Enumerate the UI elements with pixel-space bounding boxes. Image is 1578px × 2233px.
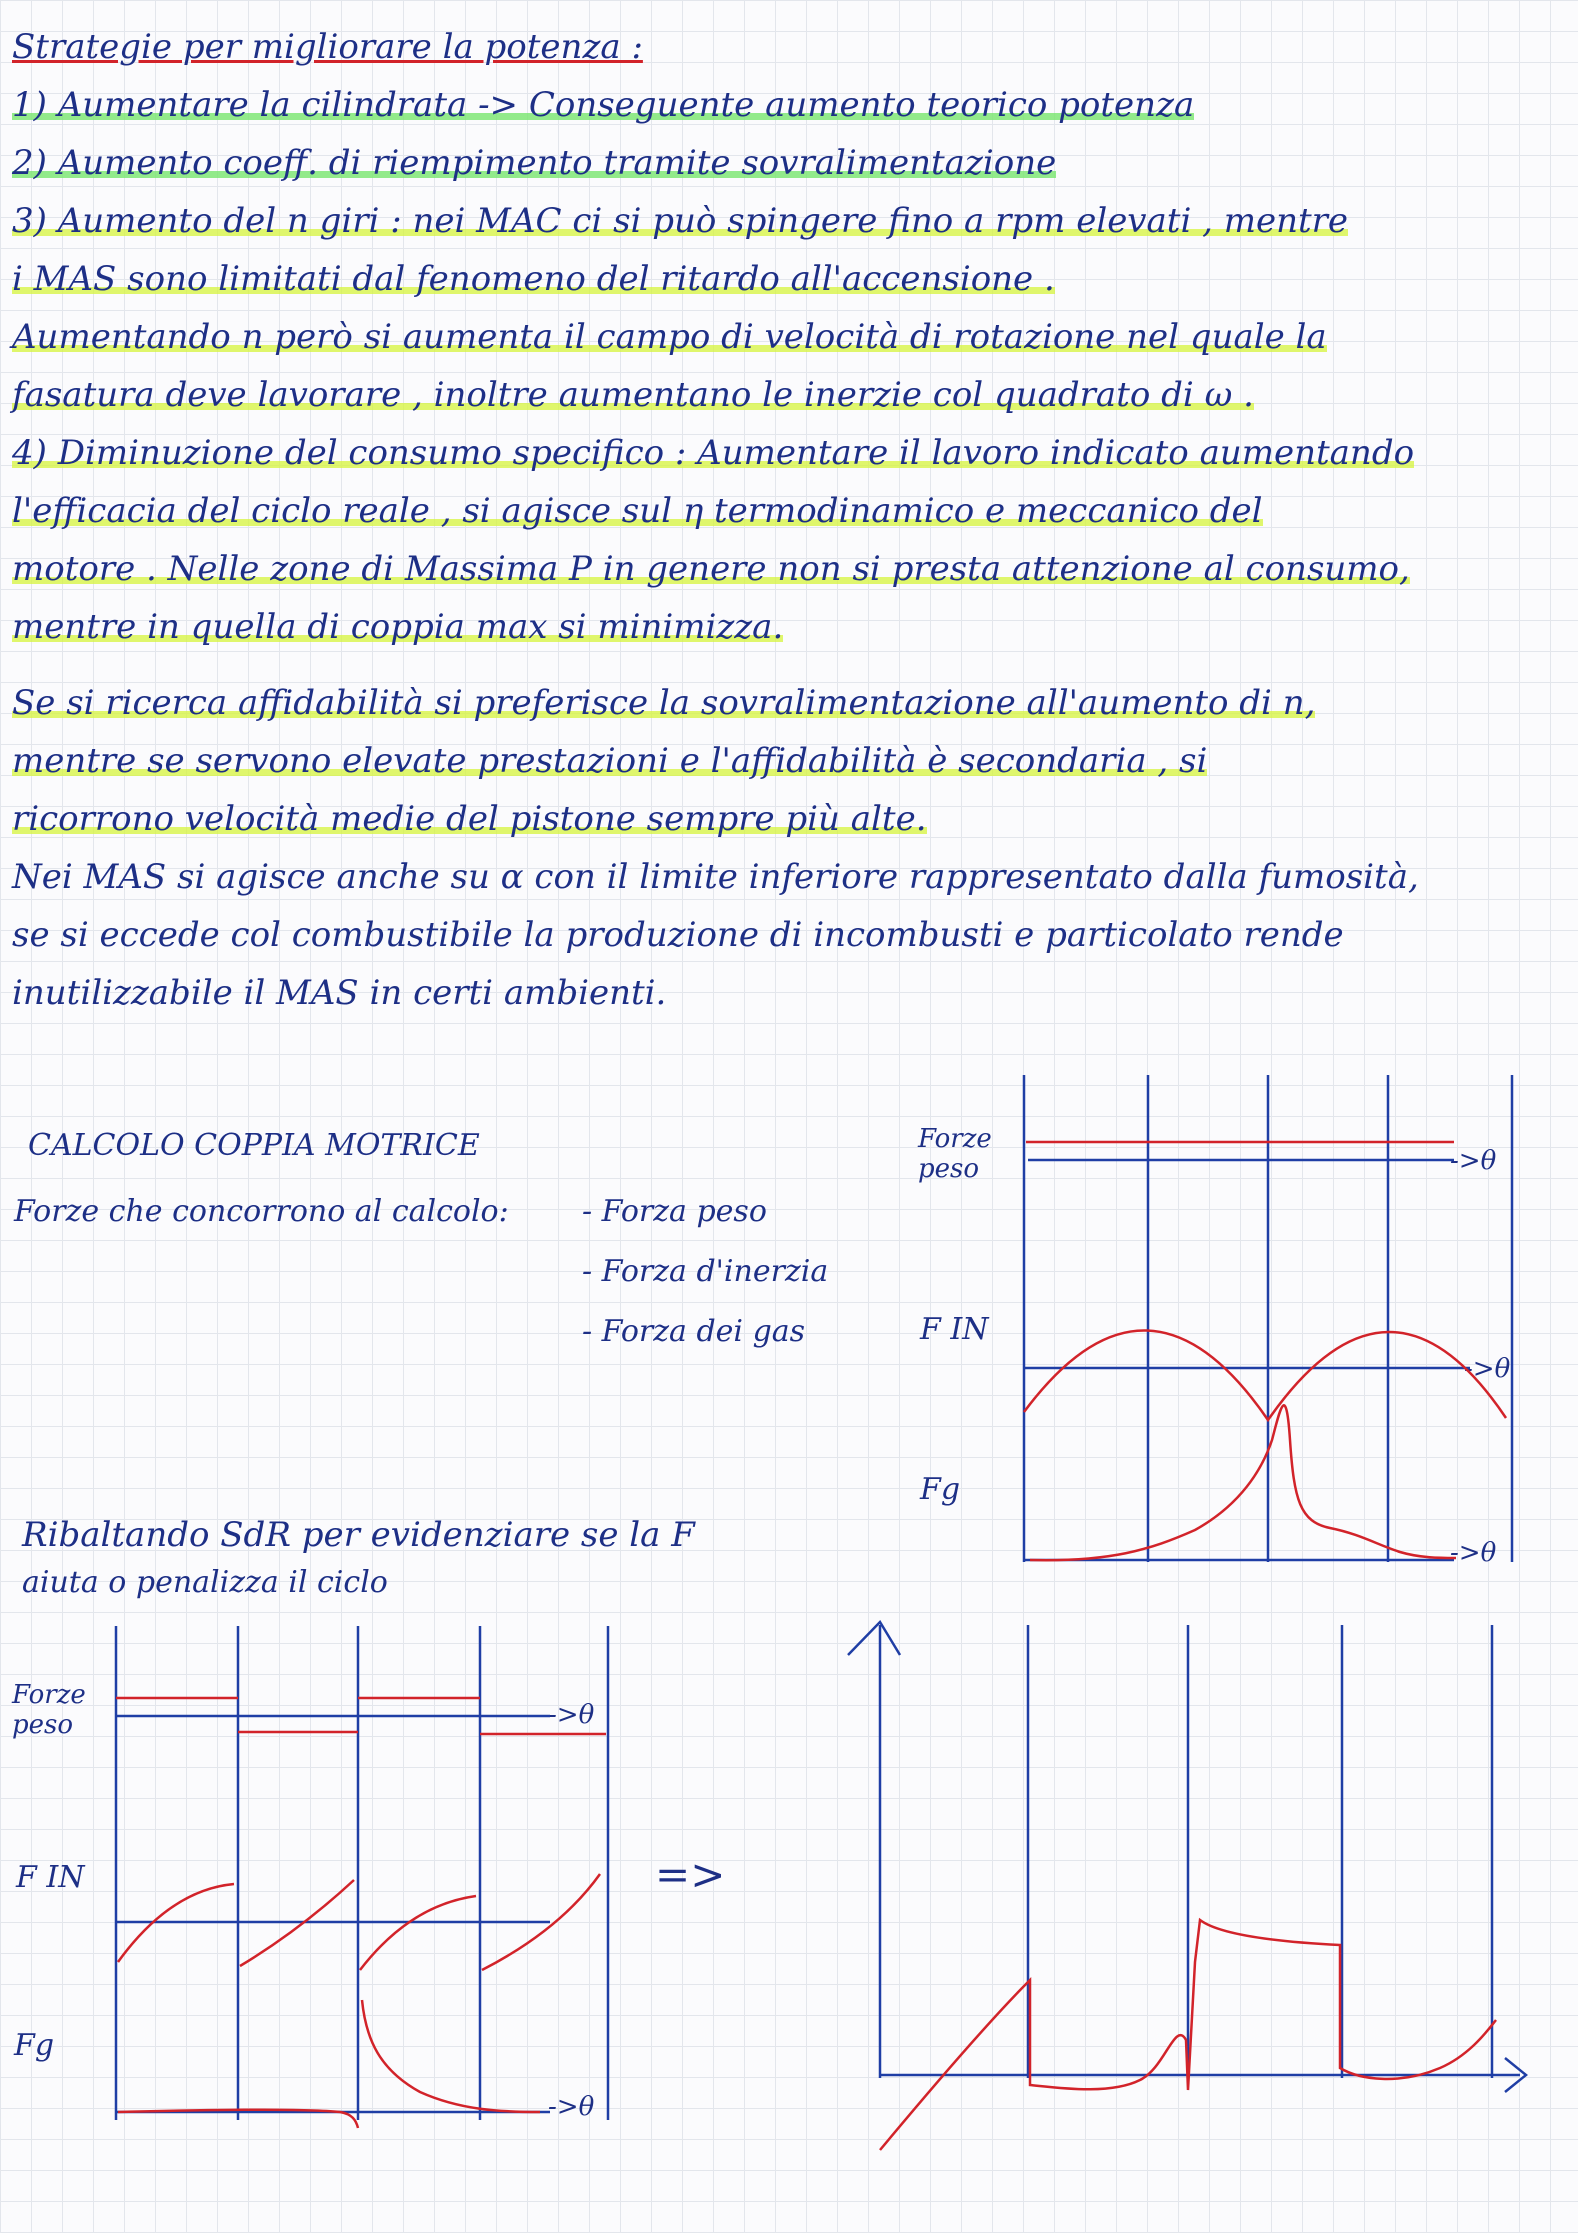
note-line: motore . Nelle zone di Massima P in genere non si presta attenzione al consumo, (12, 549, 1410, 589)
note-line: Nei MAS si agisce anche su α con il limite inferiore rappresentato dalla fumosità, (12, 857, 1419, 897)
ribaltando-line1: Ribaltando SdR per evidenziare se la F (22, 1515, 695, 1555)
note-line: 4) Diminuzione del consumo specifico : Aumentare il lavoro indicato aumentando (12, 433, 1415, 473)
theta-label: ->θ (1464, 1354, 1511, 1384)
note-line: l'efficacia del ciclo reale , si agisce sul η termodinamico e meccanico del (12, 491, 1263, 531)
label-fin: F IN (920, 1312, 989, 1347)
note-line: Aumentando n però si aumenta il campo di velocità di rotazione nel quale la (12, 317, 1327, 357)
label-fin: F IN (16, 1860, 85, 1895)
note-line: ricorrono velocità medie del pistone sempre più alte. (12, 799, 927, 839)
note-line: mentre in quella di coppia max si minimizza. (12, 607, 784, 647)
note-line: 1) Aumentare la cilindrata -> Conseguente aumento teorico potenza (12, 85, 1195, 125)
page-title: Strategie per migliorare la potenza : (12, 27, 643, 67)
label-fg: Fg (14, 2028, 55, 2063)
note-line: 2) Aumento coeff. di riempimento tramite sovralimentazione (12, 143, 1057, 183)
theta-label: ->θ (548, 1700, 595, 1730)
implies-arrow: => (655, 1850, 726, 1899)
note-line: Se si ricerca affidabilità si preferisce la sovralimentazione all'aumento di n, (12, 683, 1316, 723)
theta-label: ->θ (1450, 1538, 1497, 1568)
forza-peso-item: - Forza peso (582, 1194, 767, 1229)
forza-gas-item: - Forza dei gas (582, 1314, 806, 1349)
theta-label: ->θ (548, 2092, 595, 2122)
note-line: 3) Aumento del n giri : nei MAC ci si può spingere fino a rpm elevati , mentre (12, 201, 1349, 241)
ribaltando-line2: aiuta o penalizza il ciclo (22, 1565, 388, 1600)
note-line: inutilizzabile il MAS in certi ambienti. (12, 973, 667, 1013)
label-forze-peso: Forze peso (918, 1124, 992, 1184)
note-line: mentre se servono elevate prestazioni e l'affidabilità è secondaria , si (12, 741, 1208, 781)
note-line: fasatura deve lavorare , inoltre aumentano le inerzie col quadrato di ω . (12, 375, 1254, 415)
note-line: i MAS sono limitati dal fenomeno del ritardo all'accensione . (12, 259, 1055, 299)
theta-label: ->θ (1450, 1146, 1497, 1176)
coppia-heading: CALCOLO COPPIA MOTRICE (28, 1128, 480, 1163)
label-fg: Fg (920, 1472, 961, 1507)
forza-inerzia-item: - Forza d'inerzia (582, 1254, 829, 1289)
note-line: se si eccede col combustibile la produzione di incombusti e particolato rende (12, 915, 1344, 955)
forze-intro: Forze che concorrono al calcolo: (14, 1194, 509, 1229)
label-forze-peso: Forze peso (12, 1680, 86, 1740)
